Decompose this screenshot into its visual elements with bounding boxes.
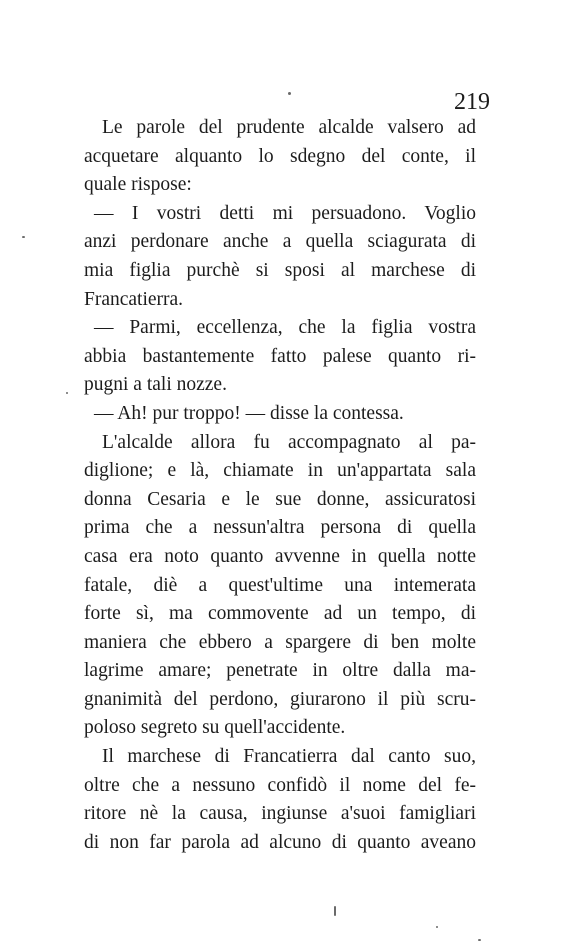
ink-speck xyxy=(436,926,438,928)
text-line: quale rispose: xyxy=(84,174,192,196)
text-line: diglione; e là, chiamate in un'appartata sala xyxy=(84,460,476,482)
ink-speck xyxy=(66,392,68,394)
text-line: — Parmi, eccellenza, che la figlia vostra xyxy=(94,317,476,339)
text-line: Francatierra. xyxy=(84,288,184,310)
text-line: gnanimità del perdono, giurarono il più scru- xyxy=(84,688,476,710)
text-line: oltre che a nessuno confidò il nome del fe- xyxy=(84,774,476,796)
text-line: pugni a tali nozze. xyxy=(84,374,227,396)
text-line: ritore nè la causa, ingiunse a'suoi famigliari xyxy=(84,803,476,825)
text-line: donna Cesaria e le sue donne, assicuratosi xyxy=(84,488,476,510)
ink-speck xyxy=(22,236,25,238)
text-line: L'alcalde allora fu accompagnato al pa- xyxy=(102,431,476,453)
text-line: forte sì, ma commovente ad un tempo, di xyxy=(84,603,476,625)
text-line: Il marchese di Francatierra dal canto suo, xyxy=(102,746,476,768)
ink-speck xyxy=(334,906,336,916)
text-line: mia figlia purchè si sposi al marchese di xyxy=(84,259,476,281)
body-text xyxy=(84,114,476,857)
text-line: acquetare alquanto lo sdegno del conte, il xyxy=(84,145,476,167)
text-line: fatale, diè a quest'ultime una intemerata xyxy=(84,574,476,596)
text-line: Le parole del prudente alcalde valsero ad xyxy=(102,117,476,138)
text-line: abbia bastantemente fatto palese quanto ri- xyxy=(84,345,476,367)
ink-speck xyxy=(478,939,481,941)
page-number: 219 xyxy=(454,89,490,115)
text-line: lagrime amare; penetrate in oltre dalla ma- xyxy=(84,660,476,682)
text-line: anzi perdonare anche a quella sciagurata di xyxy=(84,231,476,253)
text-line: prima che a nessun'altra persona di quella xyxy=(84,517,476,539)
text-line: casa era noto quanto avvenne in quella notte xyxy=(84,545,476,567)
text-line: maniera che ebbero a spargere di ben molte xyxy=(84,631,476,653)
text-line: poloso segreto su quell'accidente. xyxy=(84,717,346,739)
text-line: — I vostri detti mi persuadono. Voglio xyxy=(94,202,476,224)
ink-speck xyxy=(288,92,291,95)
text-line: — Ah! pur troppo! — disse la contessa. xyxy=(94,402,404,424)
text-line: di non far parola ad alcuno di quanto aveano xyxy=(84,831,476,853)
